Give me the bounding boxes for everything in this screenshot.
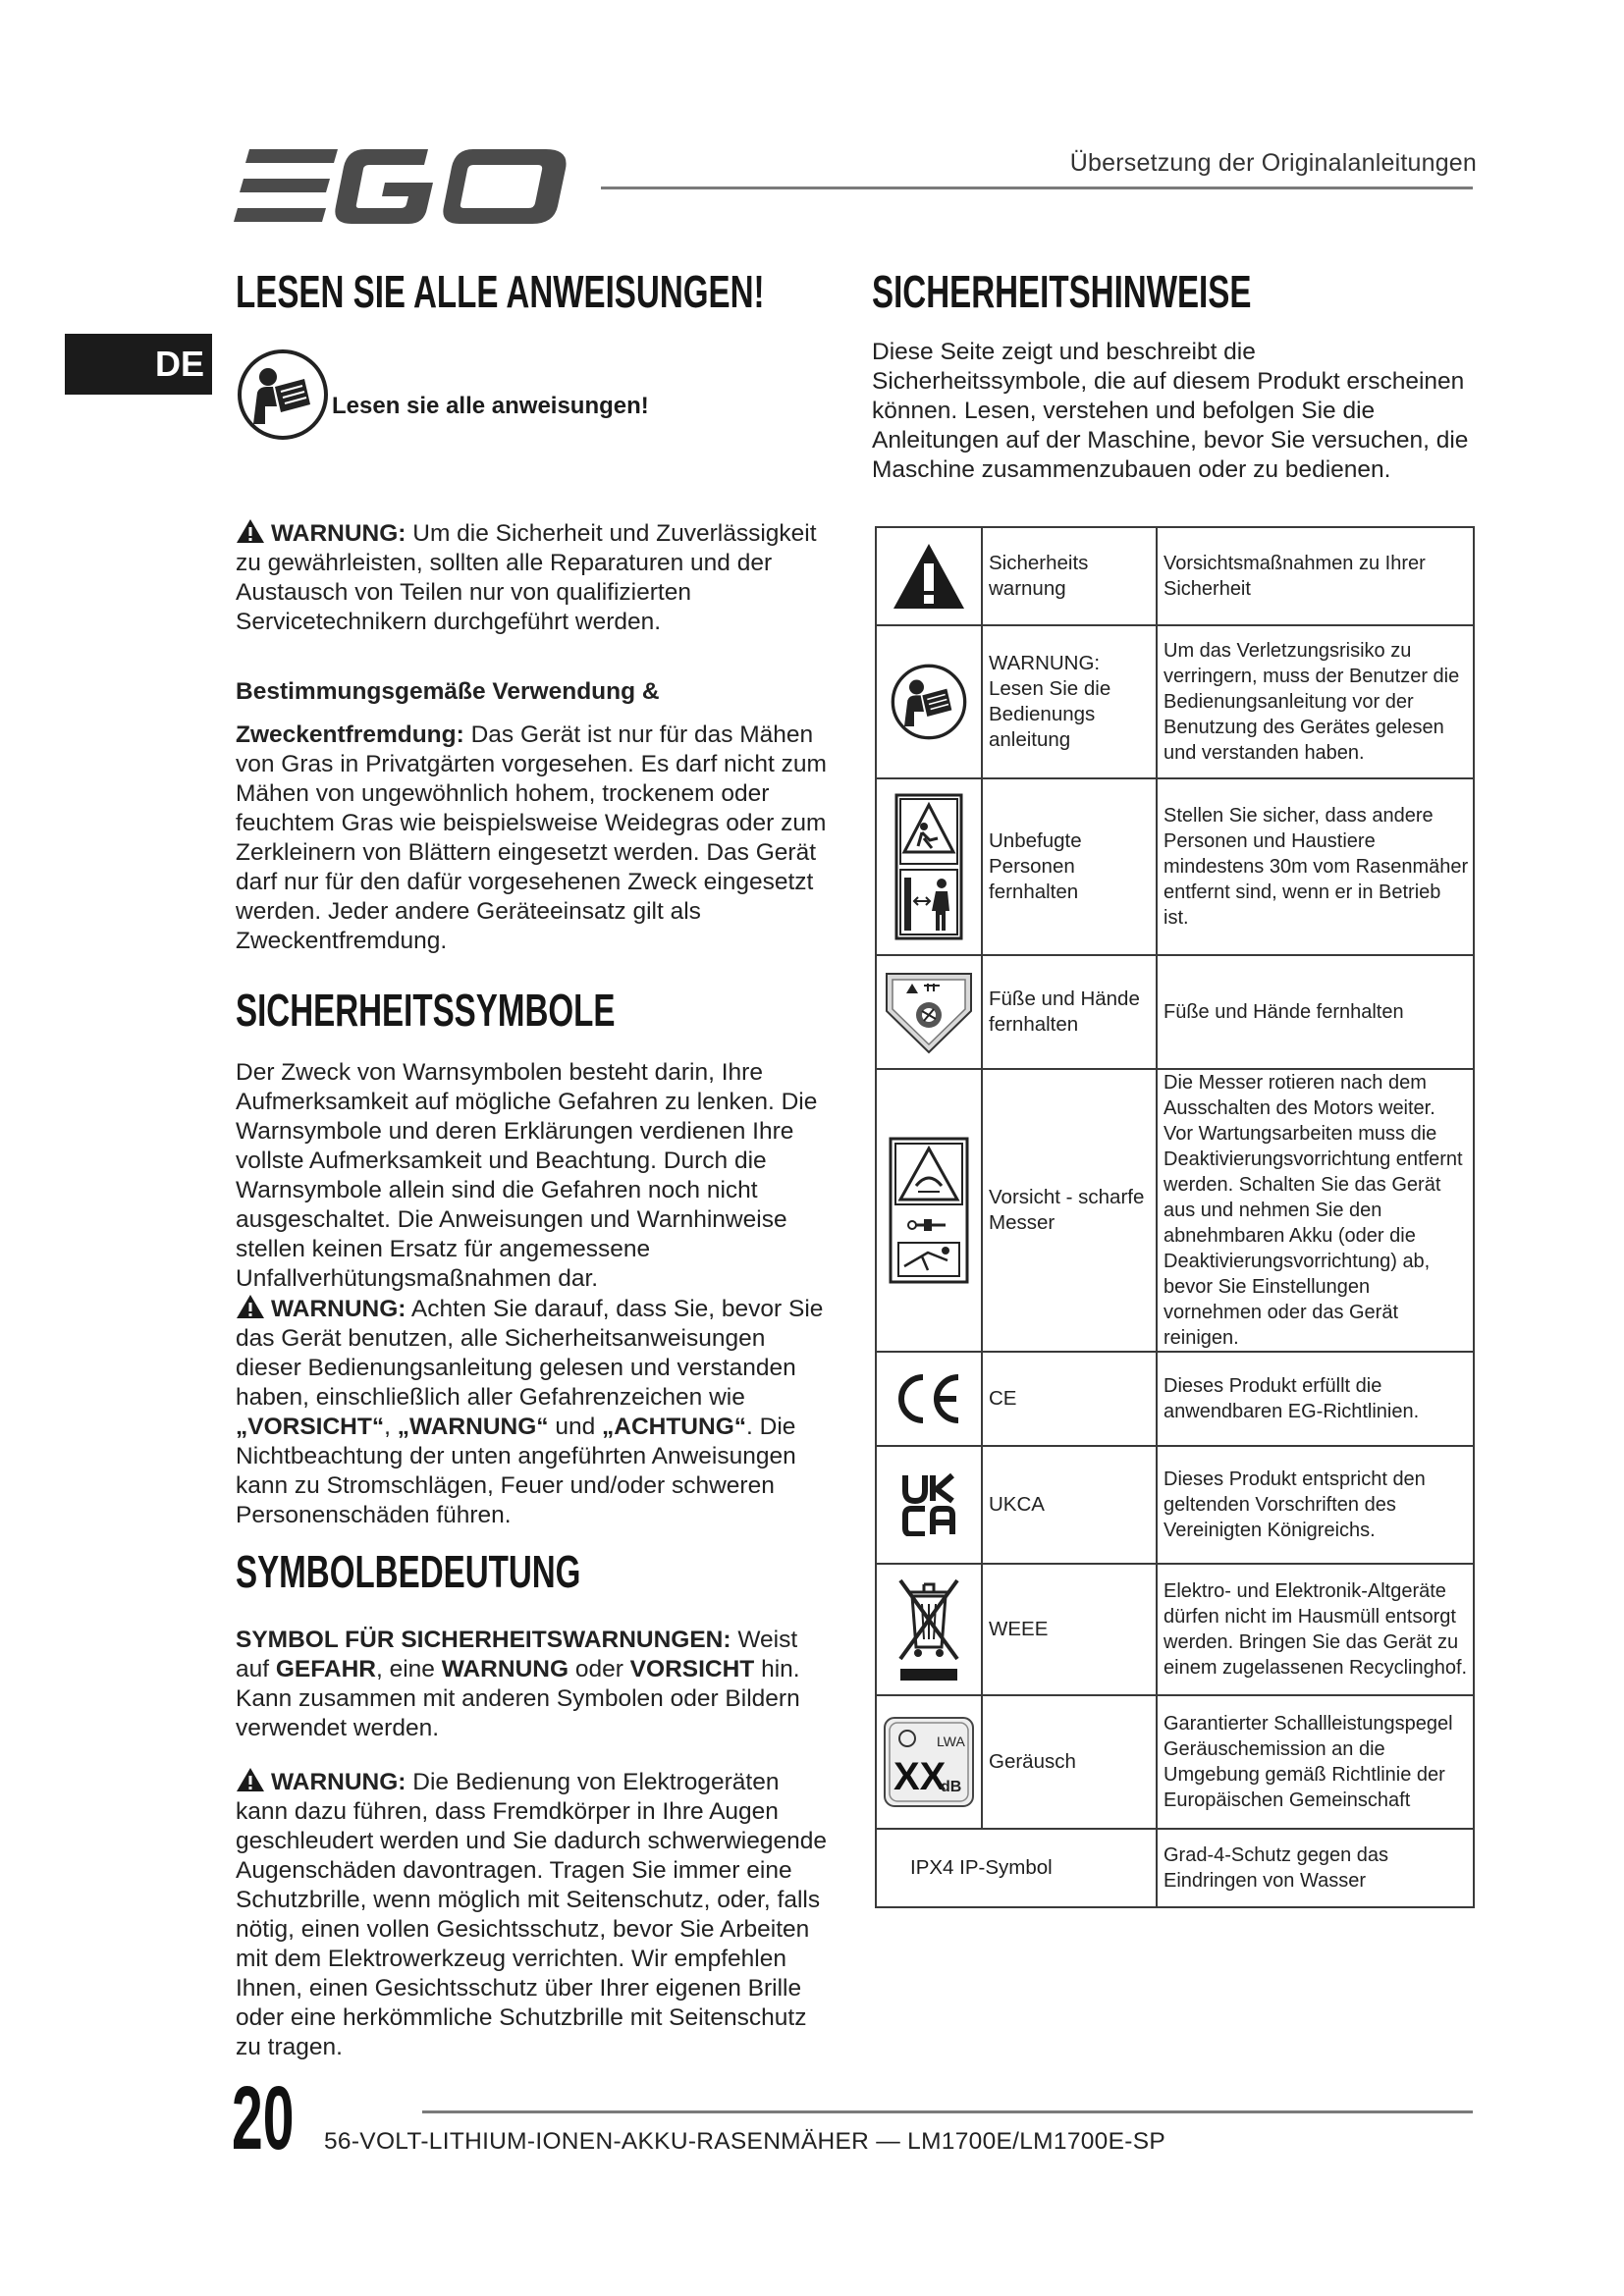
read-manual-icon bbox=[890, 663, 968, 741]
warning-read-instructions bbox=[236, 1294, 830, 1530]
header-rule bbox=[601, 187, 1473, 189]
table-cell-desc: Stellen Sie sicher, dass andere Personen und Haustiere mindestens 30m vom Rasenmäher entfernt sind, wenn er in Betrieb ist. bbox=[1157, 778, 1474, 955]
warning-triangle-icon bbox=[892, 542, 966, 611]
signal-word: „WARNUNG“ bbox=[397, 1414, 549, 1440]
table-cell-desc: Um das Verletzungsrisiko zu verringern, muss der Benutzer die Bedienungsanleitung vor der Benutzung des Gerätes gelesen und verstanden haben. bbox=[1157, 625, 1474, 778]
warning-text: Achten Sie darauf, dass Sie, bevor Sie das Gerät benutzen, alle Sicherheitsanweisungen dieser Bedienungsanleitung gelesen und verstanden haben, einschließlich aller Gefahrenzeichen wie bbox=[236, 1296, 824, 1411]
table-cell-name: Sicherheits warnung bbox=[982, 527, 1157, 625]
table-cell-name: Füße und Hände fernhalten bbox=[982, 955, 1157, 1069]
footer-rule bbox=[422, 2110, 1473, 2113]
table-cell-name: Geräusch bbox=[982, 1695, 1157, 1829]
table-cell-desc: Grad-4-Schutz gegen das Eindringen von Wasser bbox=[1157, 1829, 1474, 1907]
table-cell-name: IPX4 IP-Symbol bbox=[876, 1829, 1157, 1907]
intended-use-text: Das Gerät ist nur für das Mähen von Gras in Privatgärten vorgesehen. Es darf nicht zum Mähen von ungewöhnlich hohem, trockenem oder feuchtem Gras wie beispielsweise Weidegras oder zum Zerkleinern von Blättern eingesetzt werden. Das Gerät darf nur für den dafür vorgesehenen Zweck eingesetzt werden. Jeder andere Geräteeinsatz gilt als Zweckentfremdung. bbox=[236, 721, 827, 954]
warning-eye-protection bbox=[236, 1767, 830, 2062]
table-row bbox=[876, 1069, 1474, 1352]
ukca-mark-icon bbox=[901, 1473, 956, 1536]
table-cell-icon bbox=[876, 1564, 982, 1695]
sharp-blades-icon bbox=[889, 1137, 969, 1284]
header-title: Übersetzung der Originalanleitungen bbox=[1069, 149, 1477, 177]
table-cell-icon bbox=[876, 1446, 982, 1564]
table-cell-icon bbox=[876, 955, 982, 1069]
noise-level-icon bbox=[882, 1715, 976, 1809]
table-cell-desc: Dieses Produkt erfüllt die anwendbaren EG-Richtlinien. bbox=[1157, 1352, 1474, 1446]
table-cell-name: WEEE bbox=[982, 1564, 1157, 1695]
table-cell-icon bbox=[876, 1069, 982, 1352]
page-number: 20 bbox=[232, 2068, 295, 2168]
heading-symbol-meaning: SYMBOLBEDEUTUNG bbox=[236, 1546, 581, 1597]
warning-text: Die Bedienung von Elektrogeräten kann dazu führen, dass Fremdkörper in Ihre Augen geschleudert werden und Sie dadurch schwerwiegende Augenschäden davontragen. Tragen Sie immer eine Schutzbrille, wenn möglich mit Seitenschutz, oder, falls nötig, einen vollen Gesichtsschutz, bevor Sie Arbeiten mit dem Elektrowerkzeug verrichten. Wir empfehlen Ihnen, einen Gesichtsschutz über Ihrer eigenen Brille oder eine herkömmliche Schutzbrille mit Seitenschutz zu tragen. bbox=[236, 1769, 827, 2060]
warning-triangle-icon bbox=[236, 1294, 265, 1319]
warning-text: , bbox=[384, 1414, 398, 1440]
symbol-text: , eine bbox=[375, 1656, 442, 1682]
table-cell-icon bbox=[876, 1352, 982, 1446]
table-row bbox=[876, 625, 1474, 778]
symbol-text: hin. Kann zusammen mit anderen Symbolen oder Bildern verwendet werden. bbox=[236, 1656, 800, 1741]
warning-triangle-icon bbox=[236, 1767, 265, 1792]
table-row bbox=[876, 1352, 1474, 1446]
safety-intro: Diese Seite zeigt und beschreibt die Sicherheitssymbole, die auf diesem Produkt erscheinen können. Lesen, verstehen und befolgen Sie die Anleitungen auf der Maschine, bevor Sie versuchen, die Maschine zusammenzubauen oder zu bedienen. bbox=[872, 339, 1469, 483]
warning-triangle-icon bbox=[236, 518, 265, 544]
symbol-text: Weist auf bbox=[236, 1627, 798, 1682]
intended-use-subtitle: Zweckentfremdung: bbox=[236, 721, 464, 748]
table-cell-name: UKCA bbox=[982, 1446, 1157, 1564]
intended-use-title: Bestimmungsgemäße Verwendung & bbox=[236, 678, 660, 705]
table-cell-icon bbox=[876, 1695, 982, 1829]
table-row bbox=[876, 527, 1474, 625]
warning-text: . Die Nichtbeachtung der unten angeführten Anweisungen kann zu Stromschlägen, Feuer und/oder schweren Personenschäden führen. bbox=[236, 1414, 796, 1528]
read-all-label: Lesen sie alle anweisungen! bbox=[332, 393, 649, 419]
svg-text:XX: XX bbox=[893, 1755, 947, 1798]
read-manual-icon bbox=[236, 347, 330, 442]
hands-feet-away-icon bbox=[883, 968, 975, 1056]
table-row bbox=[876, 1564, 1474, 1695]
intended-use-section bbox=[236, 677, 830, 956]
table-cell-desc: Dieses Produkt entspricht den geltenden Vorschriften des Vereinigten Königreichs. bbox=[1157, 1446, 1474, 1564]
symbol-table bbox=[875, 526, 1475, 1908]
heading-safety-symbols: SICHERHEITSSYMBOLE bbox=[236, 985, 616, 1036]
table-row bbox=[876, 1829, 1474, 1907]
symbol-text: oder bbox=[568, 1656, 630, 1682]
warning-label: WARNUNG: bbox=[271, 1296, 406, 1322]
ce-mark-icon bbox=[893, 1371, 964, 1426]
warning-label: WARNUNG: bbox=[271, 1769, 406, 1795]
heading-safety-notes: SICHERHEITSHINWEISE bbox=[872, 266, 1252, 317]
table-cell-name: CE bbox=[982, 1352, 1157, 1446]
footer-title: 56-VOLT-LITHIUM-IONEN-AKKU-RASENMÄHER — LM1700E/LM1700E-SP bbox=[324, 2128, 1165, 2155]
warning-repairs bbox=[236, 518, 830, 637]
table-cell-icon bbox=[876, 527, 982, 625]
table-cell-name: Unbefugte Personen fernhalten bbox=[982, 778, 1157, 955]
table-row bbox=[876, 1446, 1474, 1564]
table-cell-desc: Elektro- und Elektronik-Altgeräte dürfen nicht im Hausmüll entsorgt werden. Bringen Sie das Gerät zu einem zugelassenen Recyclinghof. bbox=[1157, 1564, 1474, 1695]
table-row bbox=[876, 778, 1474, 955]
svg-text:dB: dB bbox=[941, 1779, 962, 1795]
table-cell-icon bbox=[876, 778, 982, 955]
signal-word: „ACHTUNG“ bbox=[602, 1414, 747, 1440]
table-cell-icon bbox=[876, 625, 982, 778]
warning-text: und bbox=[548, 1414, 603, 1440]
keep-bystanders-away-icon bbox=[894, 793, 963, 940]
symbol-meaning-text bbox=[236, 1626, 830, 1743]
warning-text: Um die Sicherheit und Zuverlässigkeit zu gewährleisten, sollten alle Reparaturen und der Austausch von Teilen nur von qualifizierten Servicetechnikern durchgeführt werden. bbox=[236, 520, 817, 635]
signal-word: „VORSICHT“ bbox=[236, 1414, 385, 1440]
table-cell-desc: Vorsichtsmaßnahmen zu Ihrer Sicherheit bbox=[1157, 527, 1474, 625]
table-cell-desc: Füße und Hände fernhalten bbox=[1157, 955, 1474, 1069]
safety-symbols-text: Der Zweck von Warnsymbolen besteht darin, Ihre Aufmerksamkeit auf mögliche Gefahren zu lenken. Die Warnsymbole und deren Erklärungen verdienen Ihre vollste Aufmerksamkeit und Beachtung. Durch die Warnsymbole allein sind die Gefahren noch nicht ausgeschaltet. Die Anweisungen und Warnhinweise stellen keinen Ersatz für angemessene Unfallverhütungsmaßnahmen dar. bbox=[236, 1059, 818, 1292]
svg-text:LWA: LWA bbox=[937, 1734, 965, 1749]
symbol-label: SYMBOL FÜR SICHERHEITSWARNUNGEN: bbox=[236, 1627, 731, 1653]
signal-word: GEFAHR bbox=[275, 1656, 376, 1682]
weee-bin-icon bbox=[894, 1575, 963, 1684]
table-cell-name: WARNUNG: Lesen Sie die Bedienungs anleitung bbox=[982, 625, 1157, 778]
table-cell-desc: Garantierter Schallleistungspegel Geräuschemission an die Umgebung gemäß Richtlinie der Europäischen Gemeinschaft bbox=[1157, 1695, 1474, 1829]
heading-read-all: LESEN SIE ALLE ANWEISUNGEN! bbox=[236, 266, 765, 317]
table-row bbox=[876, 955, 1474, 1069]
signal-word: WARNUNG bbox=[441, 1656, 569, 1682]
table-row bbox=[876, 1695, 1474, 1829]
warning-label: WARNUNG: bbox=[271, 520, 406, 547]
language-tab: DE bbox=[65, 334, 212, 395]
ego-logo bbox=[232, 145, 577, 228]
table-cell-name: Vorsicht - scharfe Messer bbox=[982, 1069, 1157, 1352]
signal-word: VORSICHT bbox=[629, 1656, 755, 1682]
table-cell-desc: Die Messer rotieren nach dem Ausschalten des Motors weiter. Vor Wartungsarbeiten muss die Deaktivierungsvorrichtung entfernt werden. Schalten Sie das Gerät aus und nehmen Sie den abnehmbaren Akku (oder die Deaktivierungsvorrichtung) ab, bevor Sie Einstellungen vornehmen oder das Gerät reinigen. bbox=[1157, 1069, 1474, 1352]
